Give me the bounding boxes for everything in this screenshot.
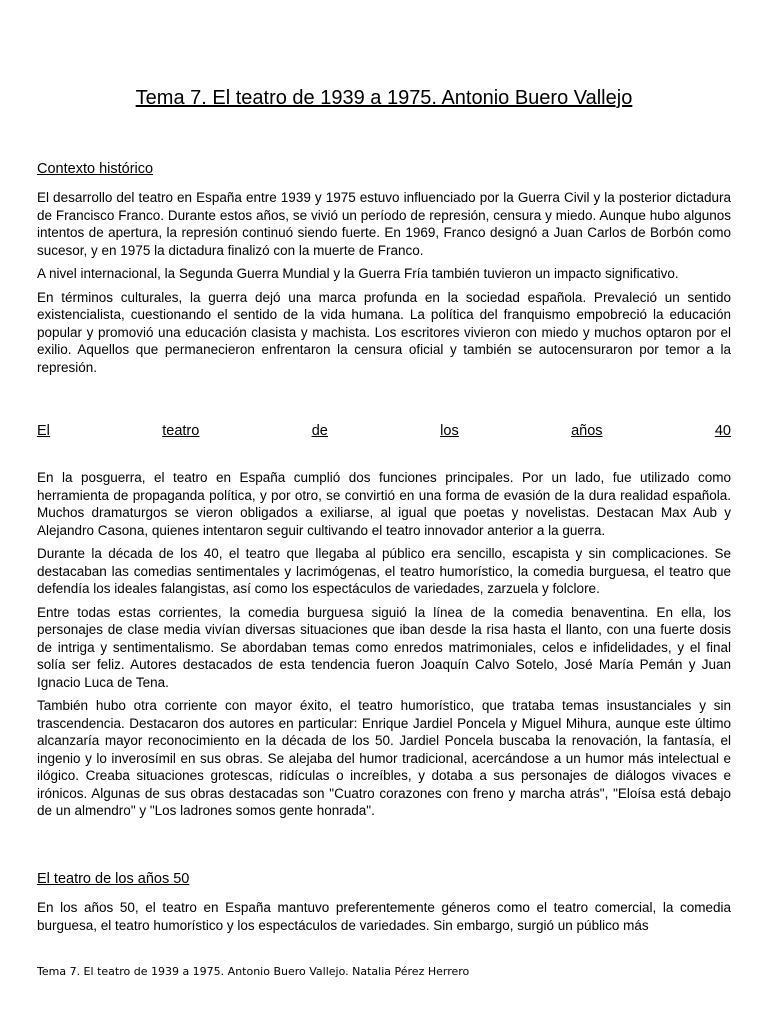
heading-word: años [571,423,603,439]
page-footer: Tema 7. El teatro de 1939 a 1975. Antonio Buero Vallejo. Natalia Pérez Herrero [37,965,470,978]
section-anos-50-body [37,899,731,940]
section-heading-anos-50: El teatro de los años 50 [37,871,190,887]
paragraph: También hubo otra corriente con mayor éxito, el teatro humorístico, que trataba temas insustanciales y sin trascendencia. Destacaron dos autores en particular: Enrique Jardiel Poncela y Miguel Mihura, aunque este último alcanzaría mayor reconocimiento en la década de los 50. Jardiel Poncela buscaba la renovación, la fantasía, el ingenio y lo inverosímil en sus obras. Se alejaba del humor tradicional, acercándose a un humor más intelectual e ilógico. Creaba situaciones grotescas, ridículas o increíbles, y dotaba a sus personajes de diálogos vivaces e irónicos. Algunas de sus obras destacadas son "Cuatro corazones con freno y marcha atrás", "Eloísa está debajo de un almendro" y "Los ladrones somos gente honrada". [37,698,731,818]
paragraph: En términos culturales, la guerra dejó una marca profunda en la sociedad española. Prevaleció un sentido existencialista, cuestionando el sentido de la vida humana. La política del franquismo empobreció la educación popular y promovió una educación clasista y machista. Los escritores vivieron con miedo y muchos optaron por el exilio. Aquellos que permanecieron enfrentaron la censura oficial y también se autocensuraron por temor a la represión. [37,289,731,375]
section-heading-contexto: Contexto histórico [37,161,154,177]
section-anos-40-body [37,469,731,826]
paragraph: Durante la década de los 40, el teatro que llegaba al público era sencillo, escapista y sin complicaciones. Se destacaban las comedias sentimentales y lacrimógenas, el teatro humorístico, la comedia burguesa, el teatro que defendía los ideales falangistas, así como los espectáculos de variedades, zarzuela y folclore. [37,546,731,596]
paragraph: Entre todas estas corrientes, la comedia burguesa siguió la línea de la comedia benaventina. En ella, los personajes de clase media vivían diversas situaciones que iban desde la risa hasta el llanto, con una fuerte dosis de intriga y sentimentalismo. Se abordaban temas como enredos matrimoniales, celos e infidelidades, y el final solía ser feliz. Autores destacados de esta tendencia fueron Joaquín Calvo Sotelo, José María Pemán y Juan Ignacio Luca de Tena. [37,604,731,690]
heading-word: El [37,423,50,439]
paragraph: En los años 50, el teatro en España mantuvo preferentemente géneros como el teatro comercial, la comedia burguesa, el teatro humorístico y los espectáculos de variedades. Sin embargo, surgió un público más [37,900,731,933]
heading-word: de [311,423,328,439]
heading-word: 40 [714,423,731,439]
section-contexto-body [37,189,731,382]
heading-word: los [440,423,459,439]
paragraph: En la posguerra, el teatro en España cumplió dos funciones principales. Por un lado, fue utilizado como herramienta de propaganda política, y por otro, se convirtió en una forma de evasión de la dura realidad española. Muchos dramaturgos se vieron obligados a exiliarse, al igual que poetas y novelistas. Destacan Max Aub y Alejandro Casona, quienes intentaron seguir cultivando el teatro innovador anterior a la guerra. [37,470,731,538]
page-title: Tema 7. El teatro de 1939 a 1975. Antonio Buero Vallejo [135,87,633,109]
heading-word: teatro [162,423,200,439]
section-heading-anos-40 [37,422,731,440]
paragraph: A nivel internacional, la Segunda Guerra Mundial y la Guerra Fría también tuvieron un impacto significativo. [37,266,679,281]
paragraph: El desarrollo del teatro en España entre 1939 y 1975 estuvo influenciado por la Guerra Civil y la posterior dictadura de Francisco Franco. Durante estos años, se vivió un período de represión, censura y miedo. Aunque hubo algunos intentos de apertura, la represión continuó siendo fuerte. En 1969, Franco designó a Juan Carlos de Borbón como sucesor, y en 1975 la dictadura finalizó con la muerte de Franco. [37,190,731,258]
